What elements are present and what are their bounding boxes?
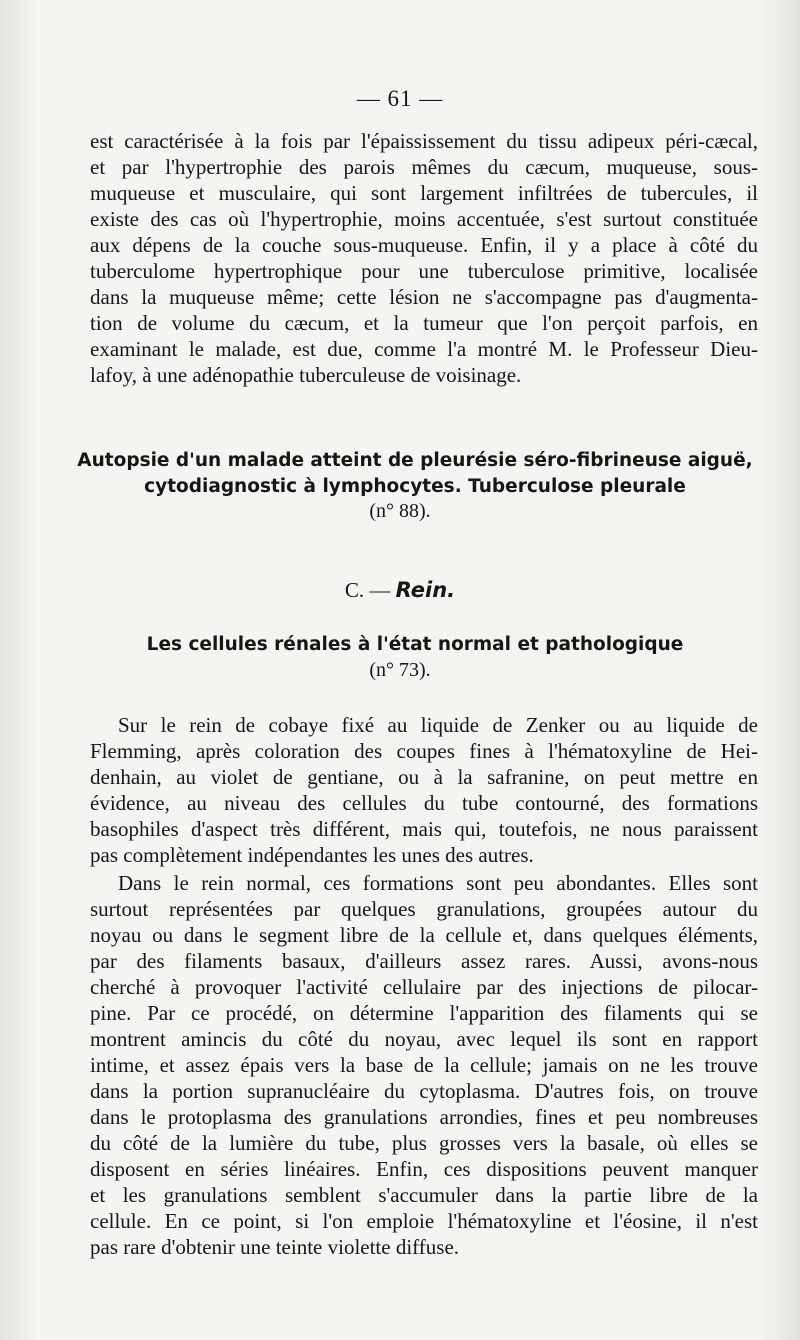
text-line: disposent en séries linéaires. Enfin, ces dispositions peuvent manquer bbox=[90, 1157, 758, 1181]
text-line: muqueuse et musculaire, qui sont largement infiltrées de tubercules, il bbox=[90, 181, 758, 205]
section-title bbox=[0, 577, 800, 603]
text-line: par des filaments basaux, d'ailleurs assez rares. Aussi, avons-nous bbox=[90, 949, 758, 973]
paragraph-1 bbox=[90, 128, 758, 388]
text-line: lafoy, à une adénopathie tuberculeuse de voisinage. bbox=[90, 363, 522, 387]
text-line: Flemming, après coloration des coupes fines à l'hématoxyline de Hei- bbox=[90, 739, 758, 763]
text-line: pine. Par ce procédé, on détermine l'apparition des filaments qui se bbox=[90, 1001, 758, 1025]
text-line: noyau ou dans le segment libre de la cellule et, dans quelques éléments, bbox=[90, 923, 758, 947]
text-line: évidence, au niveau des cellules du tube contourné, des formations bbox=[90, 791, 758, 815]
text-line: surtout représentées par quelques granulations, groupées autour du bbox=[90, 897, 758, 921]
paragraph-2 bbox=[90, 712, 758, 868]
text-line: examinant le malade, est due, comme l'a montré M. le Professeur Dieu- bbox=[90, 337, 758, 361]
text-line: montrent amincis du côté du noyau, avec lequel ils sont en rapport bbox=[90, 1027, 758, 1051]
text-line: pas complètement indépendantes les unes des autres. bbox=[90, 843, 534, 867]
text-line: tion de volume du cæcum, et la tumeur que l'on perçoit parfois, en bbox=[90, 311, 758, 335]
text-line: est caractérisée à la fois par l'épaississement du tissu adipeux péri-cæcal, bbox=[90, 129, 758, 153]
text-line: intime, et assez épais vers la base de la cellule; jamais on ne les trouve bbox=[90, 1053, 758, 1077]
heading-line: Autopsie d'un malade atteint de pleurésie séro-fibrineuse aiguë, bbox=[77, 450, 753, 471]
text-line: dans le protoplasma des granulations arrondies, fines et peu nombreuses bbox=[90, 1105, 758, 1129]
heading-cellules-renales-ref: (n° 73). bbox=[369, 659, 431, 681]
heading-autopsie-ref: (n° 88). bbox=[369, 500, 431, 522]
text-line: Dans le rein normal, ces formations sont peu abondantes. Elles sont bbox=[118, 871, 758, 895]
text-line: basophiles d'aspect très différent, mais qui, toutefois, ne nous paraissent bbox=[90, 817, 758, 841]
heading-line: Les cellules rénales à l'état normal et pathologique bbox=[146, 634, 684, 655]
heading-autopsie bbox=[70, 448, 760, 500]
text-line: Sur le rein de cobaye fixé au liquide de Zenker ou au liquide de bbox=[118, 713, 758, 737]
text-line: du côté de la lumière du tube, plus grosses vers la basale, où elles se bbox=[90, 1131, 758, 1155]
section-label: C. — bbox=[344, 578, 391, 602]
section-name: Rein. bbox=[395, 578, 456, 602]
text-line: denhain, au violet de gentiane, ou à la safranine, on peut mettre en bbox=[90, 765, 758, 789]
text-line: cellule. En ce point, si l'on emploie l'hématoxyline et l'éosine, il n'est bbox=[90, 1209, 758, 1233]
text-line: aux dépens de la couche sous-muqueuse. Enfin, il y a place à côté du bbox=[90, 233, 758, 257]
text-line: dans la muqueuse même; cette lésion ne s'accompagne pas d'augmenta- bbox=[90, 285, 758, 309]
heading-line: cytodiagnostic à lymphocytes. Tuberculose pleurale bbox=[144, 476, 686, 497]
text-line: et par l'hypertrophie des parois mêmes du cæcum, muqueuse, sous- bbox=[90, 155, 758, 179]
text-line: et les granulations semblent s'accumuler dans la partie libre de la bbox=[90, 1183, 758, 1207]
text-line: dans la portion supranucléaire du cytoplasma. D'autres fois, on trouve bbox=[90, 1079, 758, 1103]
text-line: existe des cas où l'hypertrophie, moins accentuée, s'est surtout constituée bbox=[90, 207, 758, 231]
page-number: — 61 — bbox=[356, 86, 444, 111]
text-line: cherché à provoquer l'activité cellulaire par des injections de pilocar- bbox=[90, 975, 758, 999]
heading-cellules-renales bbox=[70, 632, 760, 658]
text-line: tuberculome hypertrophique pour une tuberculose primitive, localisée bbox=[90, 259, 758, 283]
text-line: pas rare d'obtenir une teinte violette diffuse. bbox=[90, 1235, 460, 1259]
paragraph-3 bbox=[90, 870, 758, 1260]
